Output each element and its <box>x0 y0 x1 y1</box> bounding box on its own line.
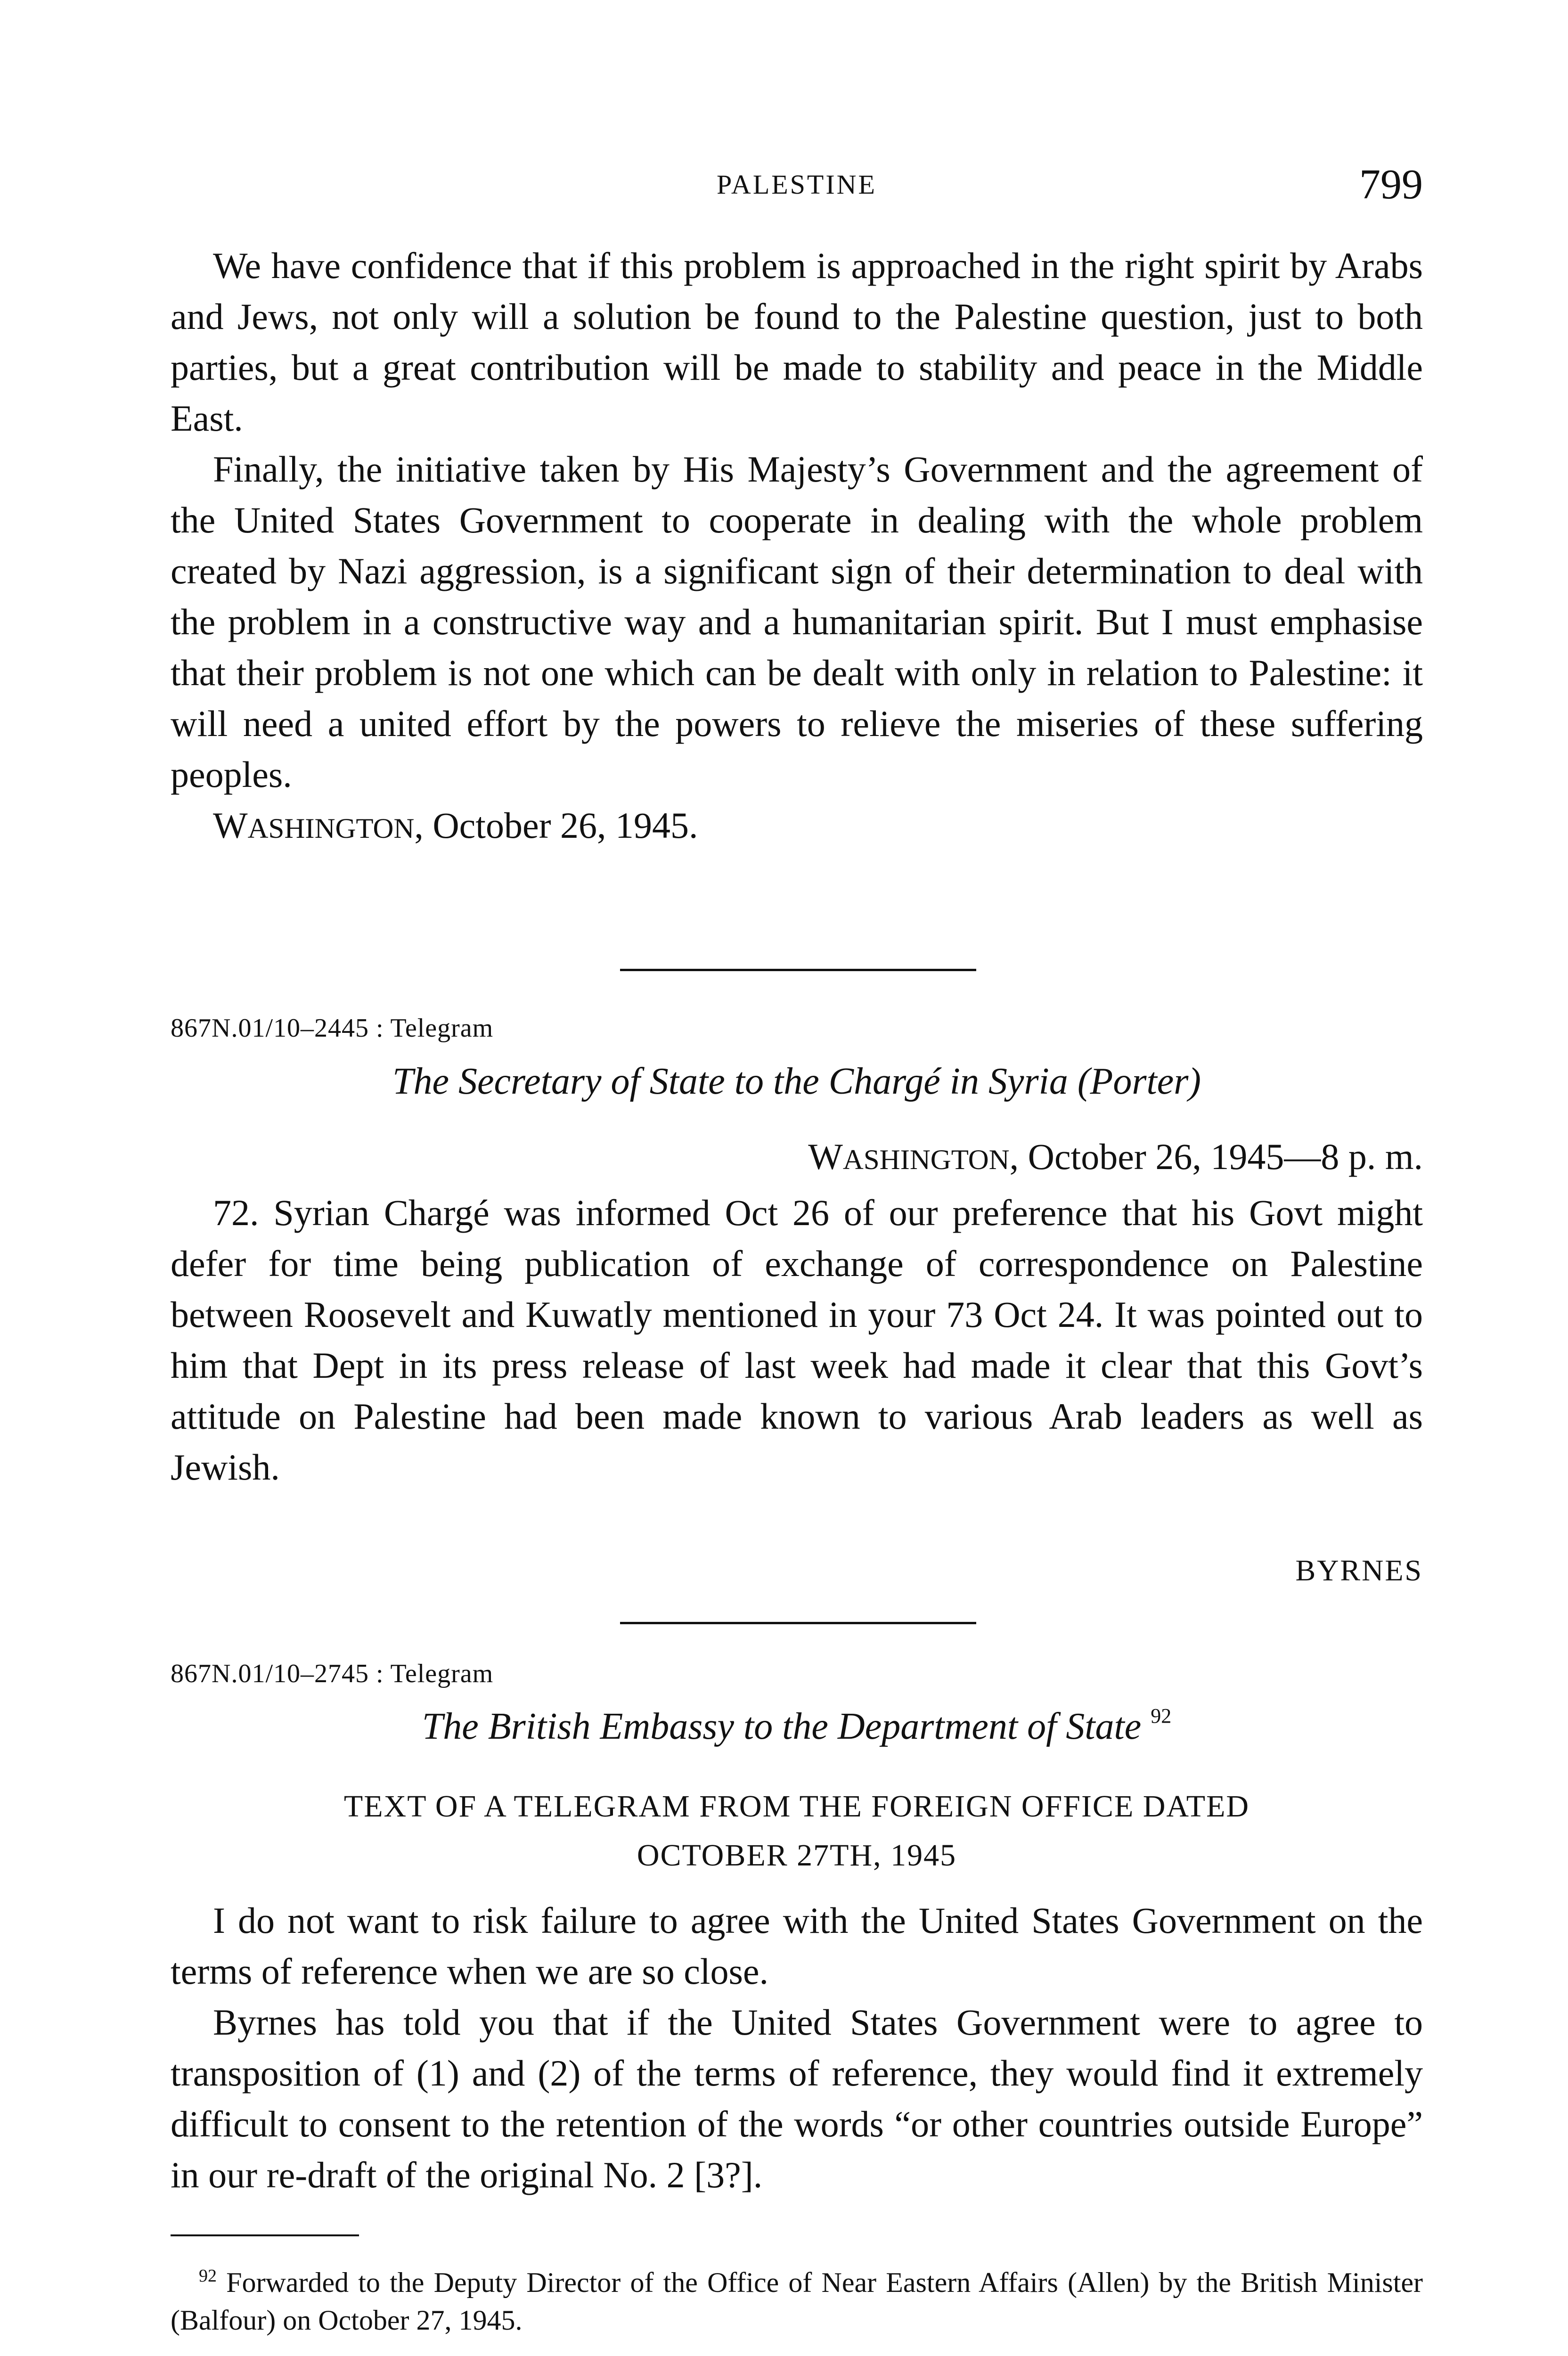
section-1-text <box>171 240 1423 854</box>
page-number: 799 <box>1359 161 1423 208</box>
footnote-text: Forwarded to the Deputy Director of the Office of Near Eastern Affairs (Allen) by the British Minister (Balfour) on October 27, 1945. <box>171 2267 1423 2336</box>
file-reference-1: 867N.01/10–2445 : Telegram <box>171 1014 494 1043</box>
section-divider <box>620 969 976 971</box>
paragraph-initiative: Finally, the initiative taken by His Majesty’s Government and the agreement of the United States Government to cooperate in dealing with the whole problem created by Nazi aggression, is a significant sign of their determination to deal with the problem in a constructive way and a humanitarian spirit. But I must emphasise that their problem is not one which can be dealt with only in relation to Palestine: it will need a united effort by the powers to relieve the miseries of these suffering peoples. <box>171 449 1423 795</box>
paragraph-risk-failure: I do not want to risk failure to agree with the United States Government on the terms of reference when we are so close. <box>171 1900 1423 1992</box>
running-title: PALESTINE <box>717 169 877 200</box>
running-head <box>171 160 1423 212</box>
telegram-subheading <box>171 1782 1423 1880</box>
file-reference-2: 867N.01/10–2745 : Telegram <box>171 1659 494 1688</box>
subheading-line-2: OCTOBER 27TH, 1945 <box>637 1838 957 1873</box>
document-title-1: The Secretary of State to the Chargé in Syria (Porter) <box>392 1061 1201 1102</box>
dateline-washington: WASHINGTON, October 26, 1945. <box>213 805 698 846</box>
subheading-line-1: TEXT OF A TELEGRAM FROM THE FOREIGN OFFICE DATED <box>343 1789 1250 1824</box>
paragraph-confidence: We have confidence that if this problem is approached in the right spirit by Arabs and Jews, not only will a solution be found to the Palestine question, just to both parties, but a great contribution will be made to stability and peace in the Middle East. <box>171 245 1423 439</box>
footnote-92 <box>171 2257 1423 2339</box>
footnote-divider <box>171 2234 359 2236</box>
paragraph-byrnes: Byrnes has told you that if the United States Government were to agree to transposition of (1) and (2) of the terms of reference, they would find it extremely difficult to consent to the retention of the words “or other countries outside Europe” in our re-draft of the original No. 2 [3?]. <box>171 2002 1423 2195</box>
document-date-1: WASHINGTON, October 26, 1945—8 p. m. <box>808 1136 1423 1177</box>
section-divider <box>620 1622 976 1624</box>
signature-byrnes: BYRNES <box>1295 1554 1423 1587</box>
footnote-number: 92 <box>199 2266 217 2286</box>
footnote-marker: 92 <box>1151 1704 1172 1727</box>
telegram-72-text <box>171 1187 1423 1493</box>
telegram-72-body: 72. Syrian Chargé was informed Oct 26 of our preference that his Govt might defer for time being publication of exchange of correspondence on Palestine between Roosevelt and Kuwatly mentioned in your 73 Oct 24. It was pointed out to him that Dept in its press release of last week had made it clear that this Govt’s attitude on Palestine had been made known to various Arab leaders as well as Jewish. <box>171 1192 1423 1488</box>
foreign-office-text <box>171 1895 1423 2201</box>
document-title-2: The British Embassy to the Department of State $^{92}$ <box>422 1704 1172 1747</box>
